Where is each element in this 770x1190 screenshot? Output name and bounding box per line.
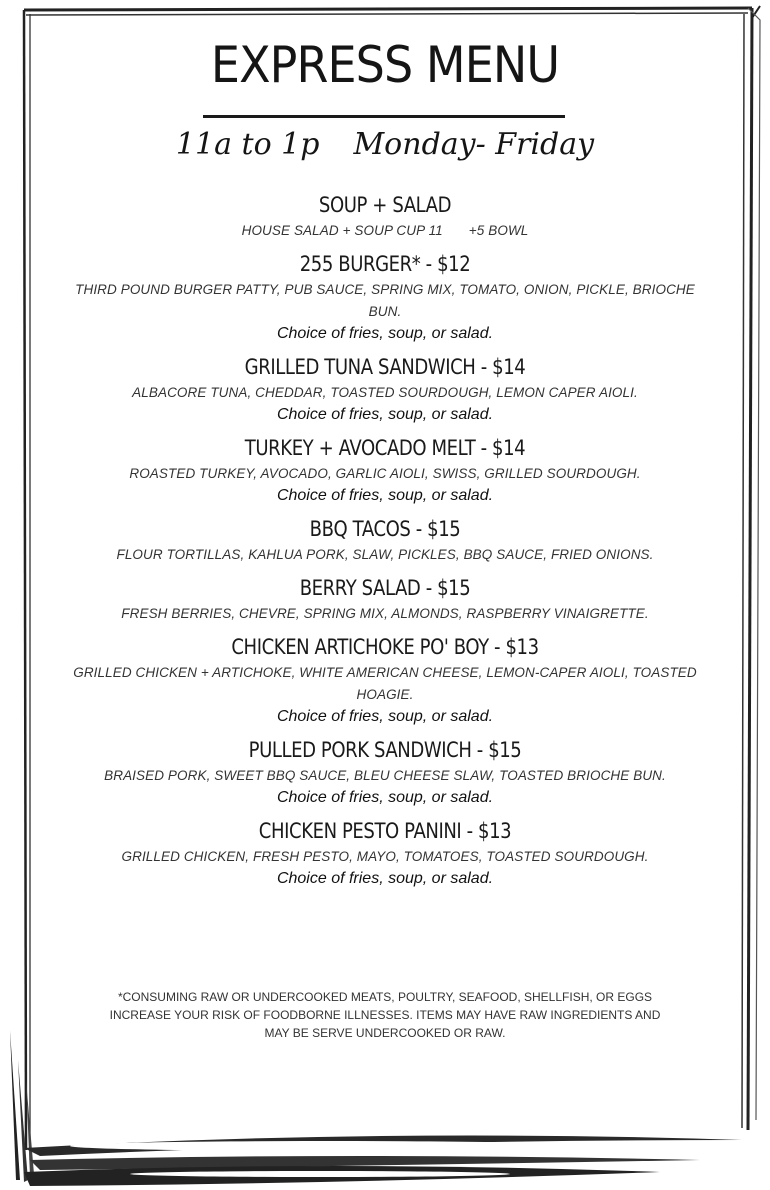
title-divider xyxy=(203,115,565,118)
menu-item-bbq-tacos xyxy=(40,514,730,566)
menu-item-name: TURKEY + AVOCADO MELT - $14 xyxy=(244,436,526,460)
menu-items xyxy=(40,190,730,890)
menu-item-description: GRILLED CHICKEN + ARTICHOKE, WHITE AMERICAN CHEESE, LEMON-CAPER AIOLI, TOASTED HOAGIE. xyxy=(73,665,697,702)
menu-item-tuna xyxy=(40,352,730,426)
menu-item-soup-salad xyxy=(40,190,730,242)
menu-item-pulled-pork xyxy=(40,735,730,809)
menu-item-description xyxy=(40,220,730,242)
menu-item-berry-salad xyxy=(40,573,730,625)
menu-item-name: BERRY SALAD - $15 xyxy=(299,576,471,600)
menu-hours: 11a to 1p xyxy=(175,127,320,162)
menu-item-side-choice: Choice of fries, soup, or salad. xyxy=(276,789,494,806)
menu-item-pesto-panini xyxy=(40,816,730,890)
menu-item-side-choice: Choice of fries, soup, or salad. xyxy=(276,870,494,887)
menu-item-turkey-melt xyxy=(40,433,730,507)
menu-item-description: ROASTED TURKEY, AVOCADO, GARLIC AIOLI, SWISS, GRILLED SOURDOUGH. xyxy=(129,466,641,481)
menu-item-name: CHICKEN ARTICHOKE PO' BOY - $13 xyxy=(231,635,539,659)
menu-hours-line xyxy=(40,128,730,161)
menu-item-name: BBQ TACOS - $15 xyxy=(309,517,461,541)
menu-item-name: 255 BURGER* - $12 xyxy=(299,252,471,276)
menu-item-name: PULLED PORK SANDWICH - $15 xyxy=(248,738,522,762)
menu-item-desc-extra: +5 BOWL xyxy=(468,223,529,238)
menu-item-side-choice: Choice of fries, soup, or salad. xyxy=(276,487,494,504)
menu-item-desc-main: HOUSE SALAD + SOUP CUP 11 xyxy=(241,223,443,238)
menu-days: Monday- Friday xyxy=(353,127,595,162)
menu-item-description: ALBACORE TUNA, CHEDDAR, TOASTED SOURDOUGH, LEMON CAPER AIOLI. xyxy=(132,385,638,400)
menu-item-po-boy xyxy=(40,632,730,728)
menu-item-side-choice: Choice of fries, soup, or salad. xyxy=(276,406,494,423)
menu-item-description: FRESH BERRIES, CHEVRE, SPRING MIX, ALMONDS, RASPBERRY VINAIGRETTE. xyxy=(121,606,649,621)
menu-item-side-choice: Choice of fries, soup, or salad. xyxy=(276,708,494,725)
menu-item-description: FLOUR TORTILLAS, KAHLUA PORK, SLAW, PICKLES, BBQ SAUCE, FRIED ONIONS. xyxy=(116,547,654,562)
menu-item-description: THIRD POUND BURGER PATTY, PUB SAUCE, SPRING MIX, TOMATO, ONION, PICKLE, BRIOCHE BUN. xyxy=(75,282,695,319)
food-safety-disclaimer: *CONSUMING RAW OR UNDERCOOKED MEATS, POULTRY, SEAFOOD, SHELLFISH, OR EGGS INCREASE YOUR RISK OF FOODBORNE ILLNESSES. ITEMS MAY HAVE RAW INGREDIENTS AND MAY BE SERVE UNDERCOOKED OR RAW. xyxy=(109,990,661,1040)
menu-item-name: CHICKEN PESTO PANINI - $13 xyxy=(258,819,512,843)
menu-title: EXPRESS MENU xyxy=(210,36,560,94)
menu-item-name: SOUP + SALAD xyxy=(318,193,452,217)
menu-item-description: BRAISED PORK, SWEET BBQ SAUCE, BLEU CHEESE SLAW, TOASTED BRIOCHE BUN. xyxy=(104,768,666,783)
menu-item-side-choice: Choice of fries, soup, or salad. xyxy=(276,325,494,342)
menu-item-burger xyxy=(40,249,730,345)
menu-item-name: GRILLED TUNA SANDWICH - $14 xyxy=(244,355,526,379)
menu-item-description: GRILLED CHICKEN, FRESH PESTO, MAYO, TOMATOES, TOASTED SOURDOUGH. xyxy=(121,849,649,864)
